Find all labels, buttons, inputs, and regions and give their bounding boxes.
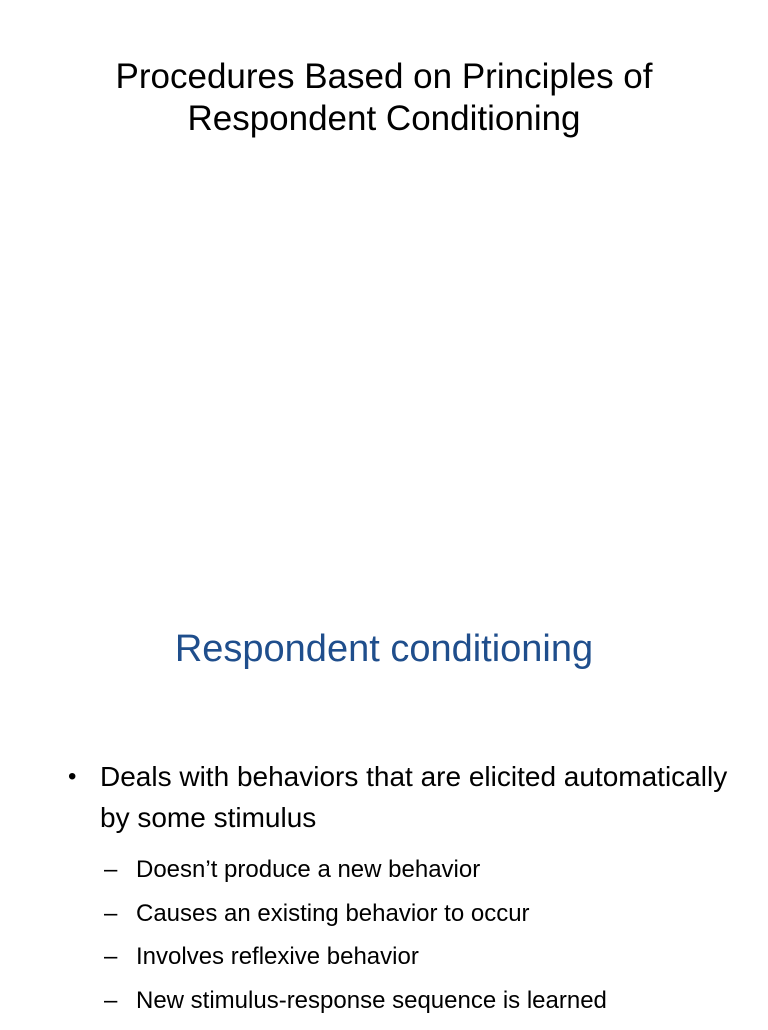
sub-bullet-item <box>104 943 744 987</box>
sub-bullet-item <box>104 856 744 900</box>
dash-icon: – <box>104 987 117 1015</box>
sub-bullet-item <box>104 987 744 1030</box>
sub-bullet-text: Involves reflexive behavior <box>136 943 419 970</box>
slide-2 <box>0 576 768 1024</box>
sub-bullet-text: New stimulus-response sequence is learned <box>136 987 607 1014</box>
dash-icon: – <box>104 856 117 884</box>
dash-icon: – <box>104 900 117 928</box>
slide-1-title <box>60 56 708 140</box>
bullet-dot-icon: • <box>68 756 76 797</box>
slide-2-title: Respondent conditioning <box>0 626 768 672</box>
sub-bullet-list <box>104 856 744 1030</box>
slide-1-title-line-1: Procedures Based on Principles of <box>60 56 708 98</box>
sub-bullet-item <box>104 900 744 944</box>
main-bullet <box>68 756 728 838</box>
sub-bullet-text: Doesn’t produce a new behavior <box>136 856 480 883</box>
slide-1-title-line-2: Respondent Conditioning <box>60 98 708 140</box>
sub-bullet-text: Causes an existing behavior to occur <box>136 900 530 927</box>
dash-icon: – <box>104 943 117 971</box>
main-bullet-text: Deals with behaviors that are elicited automatically by some stimulus <box>100 756 728 838</box>
